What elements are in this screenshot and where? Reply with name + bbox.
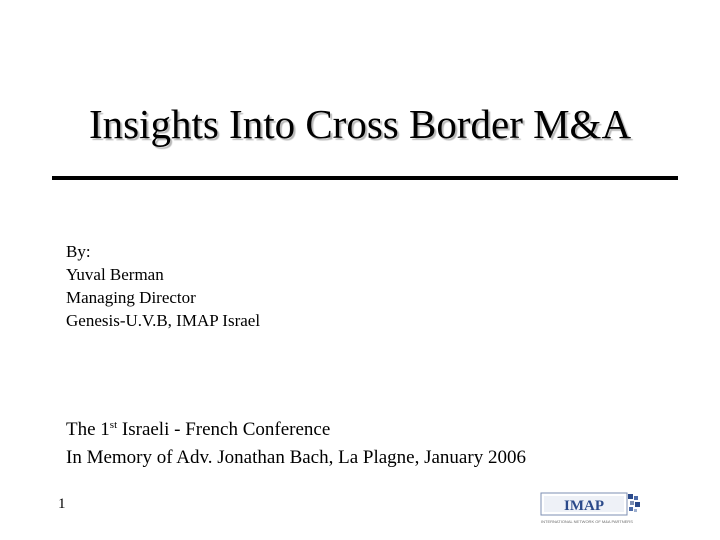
logo-wordmark: IMAP bbox=[564, 498, 604, 514]
conference-block bbox=[66, 411, 526, 472]
slide-title: Insights Into Cross Border M&A bbox=[88, 101, 632, 147]
presenter-role: Managing Director bbox=[66, 288, 196, 307]
conference-title bbox=[66, 411, 526, 444]
conference-title-suffix: Israeli - French Conference bbox=[117, 419, 331, 440]
title-underline-divider bbox=[52, 176, 678, 180]
byline-block bbox=[66, 240, 260, 332]
logo-emblem-icon bbox=[628, 494, 640, 512]
byline-label: By: bbox=[66, 242, 91, 261]
imap-logo bbox=[540, 492, 652, 526]
slide-number: 1 bbox=[58, 496, 66, 512]
conference-dedication: In Memory of Adv. Jonathan Bach, La Plagne, January 2006 bbox=[66, 447, 526, 468]
presenter-name: Yuval Berman bbox=[66, 265, 164, 284]
presenter-company: Genesis-U.V.B, IMAP Israel bbox=[66, 311, 261, 330]
ordinal-superscript: st bbox=[109, 419, 118, 431]
conference-title-prefix: The 1 bbox=[66, 419, 110, 440]
logo-tagline: INTERNATIONAL NETWORK OF M&A PARTNERS bbox=[541, 519, 633, 524]
